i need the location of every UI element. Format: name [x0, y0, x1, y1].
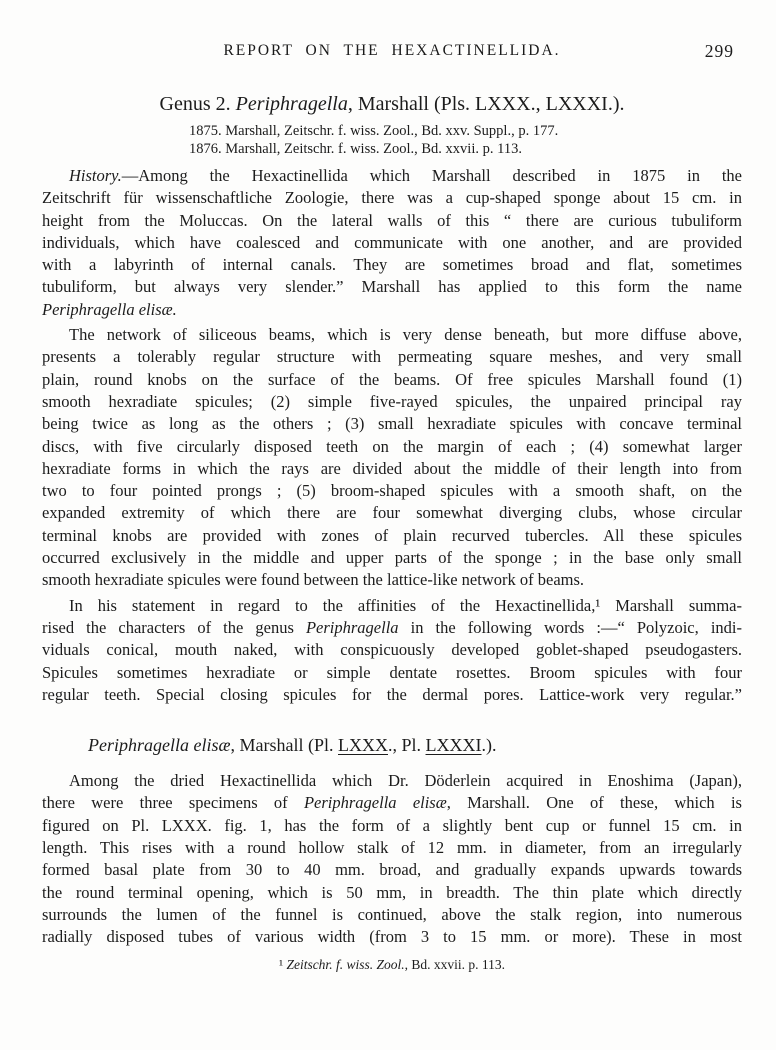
text-line	[42, 904, 742, 926]
text-line	[42, 458, 742, 480]
italic-text-run: Zeitschr. f. wiss. Zool.	[286, 956, 405, 972]
text-run: radially disposed tubes of various width (from 3 to 15 mm. or more). These in most	[42, 927, 742, 947]
text-line	[42, 436, 742, 458]
text-line	[42, 346, 742, 368]
text-line	[42, 859, 742, 881]
text-line	[42, 232, 742, 254]
genus-heading	[42, 92, 742, 116]
text-run: the round terminal opening, which is 50 mm, in breadth. The thin plate which directly	[42, 882, 742, 902]
paragraph	[42, 595, 742, 706]
footnote	[42, 956, 742, 973]
text-run: length. This rises with a round hollow stalk of 12 mm. in diameter, from an irregularly	[42, 838, 742, 858]
body-text	[42, 165, 742, 949]
text-run: , Bd. xxvii. p. 113.	[404, 956, 505, 972]
text-run: presents a tolerably regular structure with permeating square meshes, and very small	[42, 347, 742, 367]
text-line	[42, 662, 742, 684]
text-block	[42, 0, 742, 973]
text-run: hexradiate forms in which the rays are divided about the middle of their length into from	[42, 458, 742, 478]
citation-line: 1875. Marshall, Zeitschr. f. wiss. Zool., Bd. xxv. Suppl., p. 177.	[189, 123, 559, 139]
text-run: ¹	[279, 956, 287, 972]
text-line	[42, 525, 742, 547]
paragraph	[42, 770, 742, 948]
italic-text-run: Periphragella	[235, 93, 348, 115]
text-run: , Marshall. One of these, which is	[446, 793, 742, 813]
text-line	[42, 254, 742, 276]
text-run: —Among the Hexactinellida which Marshall described in 1875 in the	[121, 166, 742, 185]
text-line	[42, 926, 742, 948]
text-line	[42, 369, 742, 391]
text-line	[42, 502, 742, 524]
text-run: , Marshall (Pl.	[230, 735, 338, 756]
text-run: occurred exclusively in the middle and upper parts of the sponge ; in the base only small	[42, 548, 742, 568]
text-line	[42, 547, 742, 569]
text-run: being twice as long as the others ; (3) small hexradiate spicules with concave terminal	[42, 414, 742, 434]
text-line	[42, 770, 742, 792]
paragraph	[42, 324, 742, 592]
species-heading	[42, 733, 742, 757]
text-run: individuals, which have coalesced and communicate with one another, and are provided	[42, 232, 742, 252]
text-line	[42, 815, 742, 837]
text-run: In his statement in regard to the affinities of the Hexactinellida,¹ Marshall summa-	[69, 595, 742, 615]
text-run: rised the characters of the genus	[42, 617, 306, 637]
text-run: Among the dried Hexactinellida which Dr. Döderlein acquired in Enoshima (Japan),	[69, 771, 742, 791]
text-run: regular teeth. Special closing spicules for the dermal pores. Lattice-work very regular.”	[42, 684, 742, 704]
text-run: viduals conical, mouth naked, with conspicuously developed goblet-shaped pseudogasters.	[42, 640, 742, 660]
text-line	[42, 391, 742, 413]
text-run: terminal knobs are provided with zones of plain recurved tubercles. All these spicules	[42, 525, 742, 545]
text-run: Zeitschrift für wissenschaftliche Zoologie, there was a cup-shaped sponge about 15 cm. in	[42, 188, 742, 208]
text-run: formed basal plate from 30 to 40 mm. broad, and gradually expands upwards towards	[42, 860, 742, 880]
page-title: REPORT ON THE HEXACTINELLIDA.	[223, 42, 561, 59]
italic-text-run: Periphragella	[305, 617, 399, 637]
text-line	[42, 684, 742, 706]
italic-text-run: Periphragella elisæ	[303, 793, 447, 813]
text-run: expanded extremity of which there are four somewhat diverging clubs, whose circular	[42, 503, 742, 523]
text-line	[42, 480, 742, 502]
text-run: two to four pointed prongs ; (5) broom-shaped spicules with a smooth shaft, on the	[42, 481, 742, 501]
text-line	[42, 187, 742, 209]
text-run: smooth hexradiate spicules were found between the lattice-like network of beams.	[42, 570, 585, 590]
text-line	[42, 882, 742, 904]
text-line	[42, 569, 742, 591]
page-number: 299	[704, 41, 734, 61]
italic-text-run: Periphragella elisæ.	[42, 299, 177, 319]
paragraph	[42, 165, 742, 321]
text-run: there were three specimens of	[42, 793, 304, 813]
text-run: ., Pl.	[388, 735, 426, 756]
text-line	[42, 276, 742, 298]
text-run: .).	[481, 735, 497, 756]
text-run: height from the Moluccas. On the lateral walls of this “ there are curious tubuliform	[42, 210, 742, 230]
text-run: in the following words :—“ Polyzoic, indi-	[398, 617, 742, 637]
text-line	[42, 299, 742, 321]
running-head	[42, 42, 742, 62]
text-run: smooth hexradiate spicules; (2) simple five-rayed spicules, the unpaired principal ray	[42, 391, 742, 411]
italic-text-run: Periphragella elisæ	[88, 735, 231, 756]
text-run: Spicules sometimes hexradiate or simple dentate rosettes. Broom spicules with four	[42, 662, 742, 682]
text-line	[42, 639, 742, 661]
text-line	[42, 210, 742, 232]
text-line	[42, 792, 742, 814]
text-line	[42, 595, 742, 617]
synonymy-citations	[42, 123, 742, 158]
citation-line: 1876. Marshall, Zeitschr. f. wiss. Zool., Bd. xxvii. p. 113.	[189, 140, 522, 157]
text-run: with a labyrinth of internal canals. They are sometimes broad and flat, sometimes	[42, 255, 742, 275]
underlined-text-run: LXXXI	[425, 735, 482, 756]
text-run: Genus 2.	[159, 93, 236, 115]
text-run: , Marshall (Pls. LXXX., LXXXI.).	[347, 93, 625, 115]
text-line	[42, 617, 742, 639]
text-line	[42, 837, 742, 859]
text-run: surrounds the lumen of the funnel is continued, above the stalk region, into numerous	[42, 904, 742, 924]
text-line	[42, 413, 742, 435]
text-run: tubuliform, but always very slender.” Marshall has applied to this form the name	[42, 277, 742, 297]
text-line	[42, 165, 742, 187]
text-run: figured on Pl. LXXX. fig. 1, has the form of a slightly bent cup or funnel 15 cm. in	[42, 815, 742, 835]
text-run: The network of siliceous beams, which is very dense beneath, but more diffuse above,	[69, 325, 742, 345]
text-line	[42, 324, 742, 346]
text-run: discs, with five circularly disposed teeth on the margin of each ; (4) somewhat larger	[42, 436, 742, 456]
underlined-text-run: LXXX	[338, 735, 388, 756]
text-run: plain, round knobs on the surface of the beams. Of free spicules Marshall found (1)	[42, 369, 742, 389]
italic-text-run: History.	[69, 166, 122, 185]
